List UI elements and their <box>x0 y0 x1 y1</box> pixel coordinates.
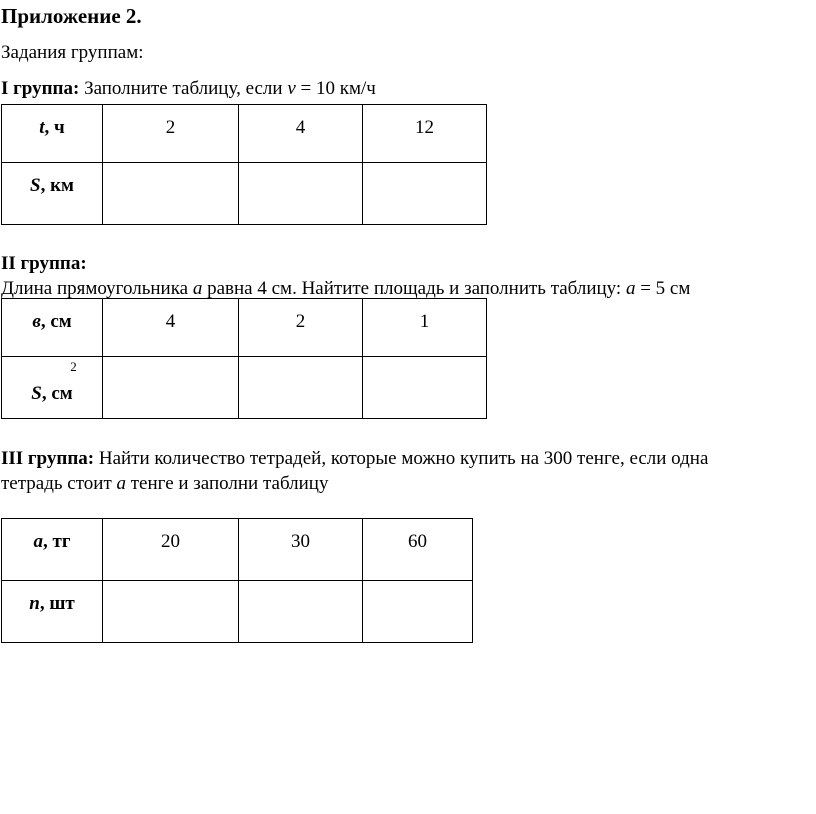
table-cell <box>103 581 239 643</box>
group1-text: Заполните таблицу, если <box>79 78 288 99</box>
table-cell: 30 <box>239 519 363 581</box>
table-cell: 60 <box>363 519 473 581</box>
group1-formula-unit: км/ч <box>339 78 376 99</box>
table-cell <box>103 357 239 419</box>
group3-task-line1: III группа: Найти количество тетрадей, которые можно купить на 300 тенге, если одна <box>1 448 709 469</box>
group1-table <box>1 104 487 225</box>
group3-label: III группа: <box>1 448 95 469</box>
table-row-header: t, ч <box>2 105 103 163</box>
table-cell <box>363 163 487 225</box>
table-cell: 20 <box>103 519 239 581</box>
group2-label: II группа: <box>1 253 87 274</box>
group2-table <box>1 298 487 419</box>
table-cell: 2 <box>103 105 239 163</box>
table-row-header: S, см 2 <box>2 357 103 419</box>
table-row <box>2 163 487 225</box>
group2-task: Длина прямоугольника a равна 4 см. Найтите площадь и заполнить таблицу: a = 5 см <box>1 278 691 299</box>
table-cell: 1 <box>363 299 487 357</box>
table-row <box>2 519 473 581</box>
group1-formula-eq: = 10 <box>295 78 340 99</box>
table-cell <box>363 357 487 419</box>
group3-task-line2: тетрадь стоит a тенге и заполни таблицу <box>1 473 329 494</box>
table-cell <box>239 163 363 225</box>
group3-table <box>1 518 473 643</box>
table-cell <box>239 581 363 643</box>
table-cell: 12 <box>363 105 487 163</box>
table-row <box>2 105 487 163</box>
table-cell <box>239 357 363 419</box>
group1-formula-var: v <box>287 78 296 99</box>
group1-label: I группа: <box>1 78 80 99</box>
table-cell <box>363 581 473 643</box>
table-row <box>2 299 487 357</box>
superscript-2: 2 <box>70 359 77 374</box>
table-cell: 4 <box>103 299 239 357</box>
table-row <box>2 581 473 643</box>
table-row-header: в, см <box>2 299 103 357</box>
page-title: Приложение 2. <box>1 4 142 28</box>
table-row-header: n, шт <box>2 581 103 643</box>
table-cell: 2 <box>239 299 363 357</box>
group1-task <box>1 78 376 100</box>
table-row-header: S, км <box>2 163 103 225</box>
table-cell <box>103 163 239 225</box>
table-cell: 4 <box>239 105 363 163</box>
table-row <box>2 357 487 419</box>
table-row-header: a, тг <box>2 519 103 581</box>
subtitle: Задания группам: <box>1 42 144 63</box>
